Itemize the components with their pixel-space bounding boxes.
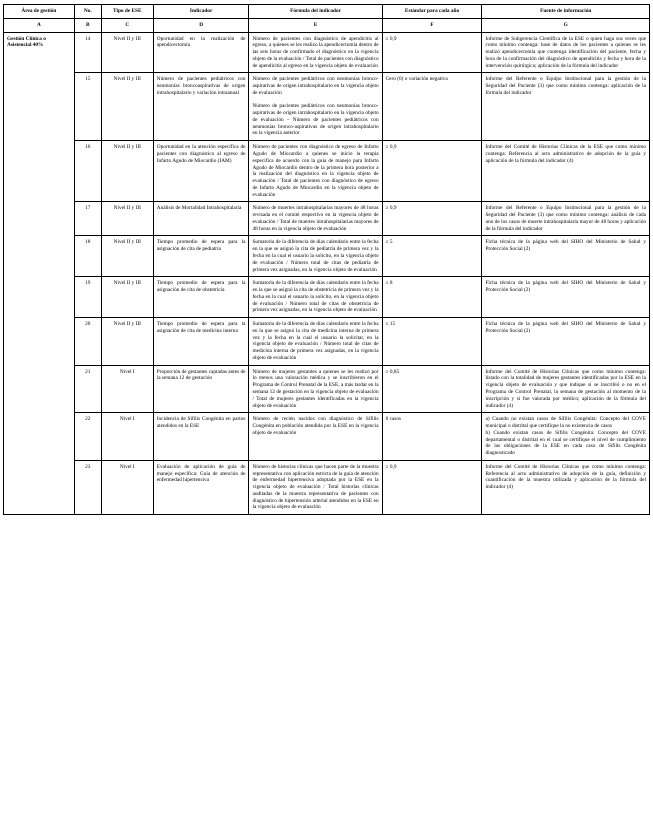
- cell-fuente: Informe del Referente o Equipo Institucional para la gestión de la Seguridad del Paciente (3) que como mínimo contenga: aplicación de la fórmula del indicador: [482, 73, 650, 141]
- cell-no: 20: [74, 318, 101, 366]
- cell-estandar: ≥ 0,9: [382, 460, 482, 514]
- cell-formula: Número de pacientes con diagnóstico de apendicitis al egreso, a quienes se les realizo la apendicectomía dentro de las seis horas de confirmado el diagnóstico en la vigencia objeto de la evaluación / Total de pacientes con diagnóstico de apendicitis al egreso en la vigencia objeto de evaluación: [249, 32, 382, 73]
- table-row: [4, 318, 650, 366]
- cell-formula: Número de recién nacidos con diagnóstico de Sífilis Congénita en población atendida por la ESE en la vigencia objeto de evaluación: [249, 413, 382, 461]
- header-no: No.: [74, 5, 101, 19]
- table-row: [4, 73, 650, 141]
- cell-formula: Número de pacientes pediátricos con neumonías bronco-aspirativas de origen intrahospitalario en la vigencia objeto de evaluación Número de pacientes pediátricos con neumonías bronco-aspirativas de origen intrahospitalario en la vigencia objeto de evaluación – Número de pacientes pediátricos con neumonías bronco-aspirativas de origen intrahospitalario en la vigencia anterior: [249, 73, 382, 141]
- header-estandar: Estándar para cada año: [382, 5, 482, 19]
- area-de-gestion-cell: Gestión Clínica o Asistencial 40%: [4, 32, 75, 515]
- table-header-row: [4, 5, 650, 19]
- column-letter-c: C: [101, 18, 153, 32]
- cell-estandar: ≤ 5: [382, 236, 482, 277]
- cell-no: 22: [74, 413, 101, 461]
- cell-fuente: Informe del Comité de Historias Clínicas de la ESE que como mínimo contenga: Referencia al acto administrativo de adopción de la guía y aplicación de la fórmula del indicador (4): [482, 141, 650, 202]
- cell-indicador: Tiempo promedio de espera para la asignación de cita de medicina interna: [153, 318, 249, 366]
- column-letter-b: B: [74, 18, 101, 32]
- cell-tipo-ese: Nivel II y III: [101, 73, 153, 141]
- cell-tipo-ese: Nivel I: [101, 413, 153, 461]
- cell-fuente: Ficha técnica de la página web del SIHO del Ministerio de Salud y Protección Social (2): [482, 277, 650, 318]
- cell-indicador: Tiempo promedio de espera para la asignación de cita de obstetricia: [153, 277, 249, 318]
- cell-indicador: Oportunidad en la realización de apendicectomía: [153, 32, 249, 73]
- table-row: [4, 236, 650, 277]
- cell-estandar: ≤ 8: [382, 277, 482, 318]
- cell-tipo-ese: Nivel II y III: [101, 236, 153, 277]
- indicators-table: [3, 4, 650, 515]
- cell-formula: Sumatoria de la diferencia de días calendario entre la fecha en la que se asignó la cita de medicina interna de primera vez y la fecha en la cual el usuario la solicitar, en la vigencia objeto de evaluación / Número total de citas de medicina interna de primera vez asignadas, en la vigencia objeto de evaluación: [249, 318, 382, 366]
- cell-tipo-ese: Nivel I: [101, 460, 153, 514]
- cell-formula: Sumatoria de la diferencia de días calendario entre la fecha en la que se asignó la cita de obstetricia de primera vez y la fecha en la cual el usuario la solicito, en la vigencia objeto de evaluación / Número total de citas de obstetricia de primera vez asignadas, en la vigencia objeto de evaluación: [249, 277, 382, 318]
- cell-fuente: Informe del Comité de Historias Clínicas que como mínimo contenga: listado con la totalidad de mujeres gestantes identificadas por la ESE en la vigencia objeto de evaluación y que indique si se inscribió o no en el Programa de Control Prenatal, la semana de gestación al momento de la inscripción y si fue valorada por médico; aplicación de la fórmula del indicador (4): [482, 365, 650, 413]
- cell-no: 16: [74, 141, 101, 202]
- cell-estandar: ≥ 0,9: [382, 141, 482, 202]
- cell-estandar: ≥ 0,85: [382, 365, 482, 413]
- cell-estandar: 0 casos: [382, 413, 482, 461]
- cell-tipo-ese: Nivel II y III: [101, 318, 153, 366]
- table-row: [4, 277, 650, 318]
- cell-formula: Número de muertes intrahospitalarias mayores de 48 horas revisada en el comité respectivo en la vigencia objeto de evaluación / Total de muertes intrahospitalarias mayores de 48 horas en la vigencia objeto de evaluación: [249, 202, 382, 236]
- cell-fuente: Informe del Comité de Historias Clínicas que como mínimo contenga: Referencia al acto administrativo de adopción de la guía, definición y cuantificación de la muestra utilizada y aplicación de la fórmula del indicador (4): [482, 460, 650, 514]
- cell-fuente: Informe del Referente o Equipo Institucional para la gestión de la Seguridad del Paciente (3) que como mínimo contenga: análisis de cada uno de los casos de muerte intrahospitalaria mayor de 48 horas y aplicación de la fórmula del indicador: [482, 202, 650, 236]
- column-letter-a: A: [4, 18, 75, 32]
- cell-estandar: ≥ 0,9: [382, 202, 482, 236]
- column-letter-g: G: [482, 18, 650, 32]
- table-row: [4, 365, 650, 413]
- header-fuente: Fuente de información: [482, 5, 650, 19]
- cell-indicador: Número de pacientes pediátricos con neumonías broncoaspirativas de origen intrahospitalario y variación intraanual: [153, 73, 249, 141]
- header-indicador: Indicador: [153, 5, 249, 19]
- table-row: [4, 32, 650, 73]
- cell-estandar: Cero (0) o variación negativa: [382, 73, 482, 141]
- table-row: [4, 460, 650, 514]
- cell-tipo-ese: Nivel II y III: [101, 277, 153, 318]
- column-letter-f: F: [382, 18, 482, 32]
- column-letter-e: E: [249, 18, 382, 32]
- header-area: Área de gestión: [4, 5, 75, 19]
- cell-no: 14: [74, 32, 101, 73]
- cell-no: 23: [74, 460, 101, 514]
- cell-formula: Número de historias clínicas que hacen parte de la muestra representativa con aplicación estricta de la guía de atención de enfermedad hipertensiva adoptada por la ESE en la vigencia objeto de evaluación / Total historias clínicas auditadas de la muestra representativa de pacientes con diagnóstico de hipertensión arterial atendidos en la ESE en la vigencia objeto de evaluación: [249, 460, 382, 514]
- column-letter-row: [4, 18, 650, 32]
- cell-fuente: Ficha técnica de la página web del SIHO del Ministerio de Salud y Protección Social (2): [482, 318, 650, 366]
- table-row: [4, 413, 650, 461]
- cell-no: 21: [74, 365, 101, 413]
- cell-indicador: Tiempo promedio de espera para la asignación de cita de pediatría: [153, 236, 249, 277]
- cell-fuente: Informe de Subgerencia Científica de la ESE o quien haga sus veces que como mínimo contenga: base de datos de los pacientes a quienes se les realizó apendicectomía que contenga identificación del paciente, fecha y hora de la confirmación del diagnóstico de apendicitis y fecha y hora de la intervención quirúrgica; aplicación de la fórmula del indicador: [482, 32, 650, 73]
- cell-no: 19: [74, 277, 101, 318]
- cell-estandar: ≥ 0,9: [382, 32, 482, 73]
- cell-indicador: Proporción de gestantes captadas antes de la semana 12 de gestación: [153, 365, 249, 413]
- cell-no: 17: [74, 202, 101, 236]
- cell-formula: Número de mujeres gestantes a quienes se les realizó por lo menos una valoración médica y se inscribieron en el Programa de Control Prenatal de la ESE, a más tardar en la semana 12 de gestación en la vigencia objeto de evaluación / Total de mujeres gestantes identificadas en la vigencia objeto de evaluación: [249, 365, 382, 413]
- header-formula: Fórmula del indicador: [249, 5, 382, 19]
- table-row: [4, 141, 650, 202]
- cell-formula: Sumatoria de la diferencia de días calendario entre la fecha en la que se asignó la cita de pediatría de primera vez y la fecha en la cual el usuario la solicito, en la vigencia objeto de evaluación / Número total de citas de pediatría de primera vez asignadas, en la vigencia objeto de evaluación: [249, 236, 382, 277]
- cell-tipo-ese: Nivel II y III: [101, 202, 153, 236]
- cell-indicador: Análisis de Mortalidad Intrahospitalaria: [153, 202, 249, 236]
- cell-no: 15: [74, 73, 101, 141]
- cell-no: 18: [74, 236, 101, 277]
- column-letter-d: D: [153, 18, 249, 32]
- cell-formula: Número de pacientes con diagnóstico de egreso de Infarto Agudo de Miocardio a quienes se inicio la terapia especifica de acuerdo con la guía de manejo para Infarto Agudo de Miocardio dentro de la primera hora posterior a la realización del diagnóstico en la vigencia objeto de evaluación / Total de pacientes con diagnóstico de egreso de Infarto Agudo de Miocardio en la vigencia objeto de evaluación: [249, 141, 382, 202]
- cell-fuente: a) Cuando no existan casos de Sífilis Congénita: Concepto del COVE municipal o distrital que certifique la no existencia de casos b) Cuando existan casos de Sífilis Congénita: Concepto del COVE departamental o distrital en el cual se certifique el nivel de cumplimiento de las obligaciones de la ESE en cada caso de Sífilis Congénita diagnosticado: [482, 413, 650, 461]
- cell-tipo-ese: Nivel I: [101, 365, 153, 413]
- cell-estandar: ≤ 15: [382, 318, 482, 366]
- table-row: [4, 202, 650, 236]
- cell-indicador: Oportunidad en la atención específica de pacientes con diagnóstico al egreso de Infarto Agudo de Miocardio (IAM): [153, 141, 249, 202]
- cell-indicador: Evaluación de aplicación de guía de manejo específica: Guía de atención de enfermedad hipertensiva: [153, 460, 249, 514]
- cell-indicador: Incidencia de Sífilis Congénita en partos atendidos en la ESE: [153, 413, 249, 461]
- cell-tipo-ese: Nivel II y III: [101, 32, 153, 73]
- header-tipo-ese: Tipo de ESE: [101, 5, 153, 19]
- cell-tipo-ese: Nivel II y III: [101, 141, 153, 202]
- cell-fuente: Ficha técnica de la página web del SIHO del Ministerio de Salud y Protección Social (2): [482, 236, 650, 277]
